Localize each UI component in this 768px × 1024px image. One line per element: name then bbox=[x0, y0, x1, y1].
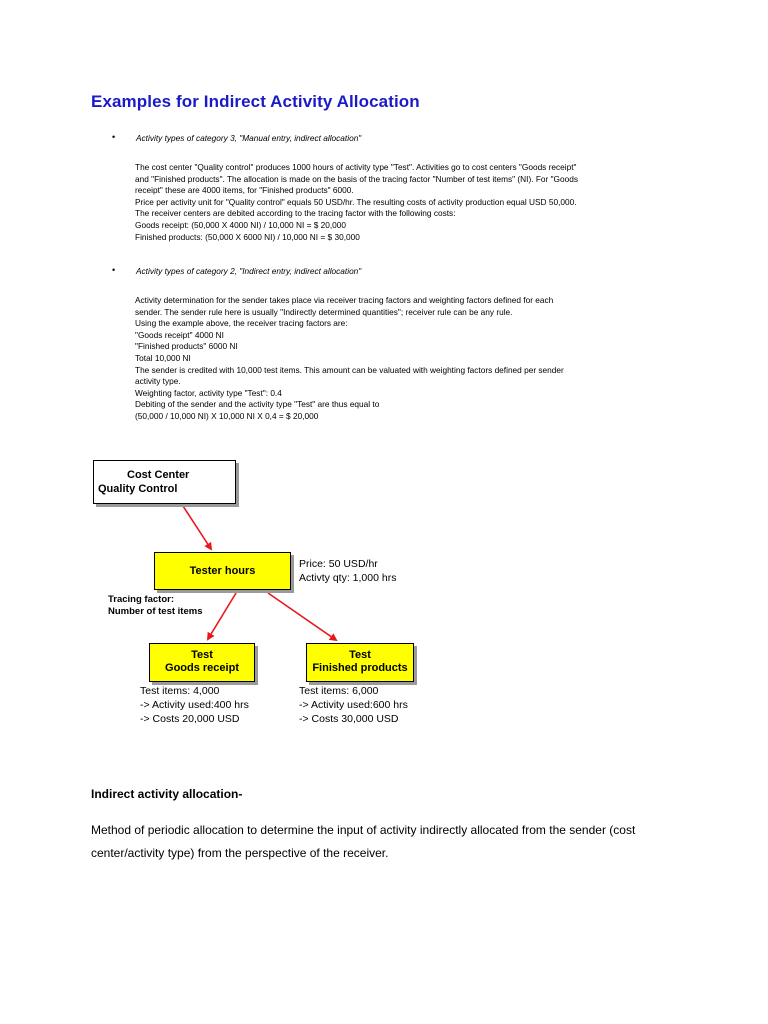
note-line: -> Activity used:600 hrs bbox=[299, 699, 408, 711]
paragraph-line: activity type. bbox=[135, 376, 181, 387]
note-line: -> Activity used:400 hrs bbox=[140, 699, 249, 711]
goods-receipt-line1: Test bbox=[191, 649, 213, 661]
paragraph-line: Using the example above, the receiver tracing factors are: bbox=[135, 318, 348, 329]
goods-receipt-line2: Goods receipt bbox=[165, 662, 239, 674]
paragraph-line: "Goods receipt" 4000 NI bbox=[135, 329, 224, 340]
paragraph-line: sender. The sender rule here is usually "Indirectly determined quantities"; receiver rule can be any rule. bbox=[135, 306, 513, 317]
paragraph-line: Weighting factor, activity type "Test": 0.4 bbox=[135, 387, 282, 398]
finished-products-box bbox=[306, 643, 414, 682]
paragraph-line: Price per activity unit for "Quality control" equals 50 USD/hr. The resulting costs of activity production equal USD 50,000. bbox=[135, 196, 577, 207]
paragraph-line: "Finished products" 6000 NI bbox=[135, 341, 238, 352]
paragraph-line: receipt" these are 4000 items, for "Finished products" 6000. bbox=[135, 185, 354, 196]
note-line: -> Costs 30,000 USD bbox=[299, 713, 399, 725]
paragraph-line: The receiver centers are debited according to the tracing factor with the following costs: bbox=[135, 208, 456, 219]
goods-receipt-box bbox=[149, 643, 255, 682]
finished-products-line2: Finished products bbox=[312, 662, 408, 674]
paragraph-line: Activity determination for the sender takes place via receiver tracing factors and weighting factors defined for each bbox=[135, 295, 554, 305]
tracing-factor-value: Number of test items bbox=[108, 606, 203, 617]
goods-receipt-notes bbox=[140, 684, 249, 726]
paragraph-line: (50,000 / 10,000 NI) X 10,000 NI X 0,4 = $ 20,000 bbox=[135, 410, 319, 421]
paragraph-line: and "Finished products". The allocation is made on the basis of the tracing factor "Number of test items" (NI). For "Goods bbox=[135, 173, 578, 184]
cost-center-label: Cost Center bbox=[127, 469, 190, 481]
note-line: -> Costs 20,000 USD bbox=[140, 713, 240, 725]
paragraph-line: Total 10,000 NI bbox=[135, 352, 191, 363]
tester-qty: Activty qty: 1,000 hrs bbox=[299, 572, 397, 584]
section-body: Method of periodic allocation to determine the input of activity indirectly allocated from the sender (cost center/activity type) from the perspective of the receiver. bbox=[91, 823, 636, 860]
cost-center-sublabel: Quality Control bbox=[98, 483, 178, 495]
tester-hours-label: Tester hours bbox=[189, 565, 256, 577]
arrow-cost-center-to-tester bbox=[183, 506, 211, 549]
bullet-heading: Activity types of category 3, "Manual entry, indirect allocation" bbox=[136, 133, 362, 143]
tester-notes bbox=[299, 557, 396, 585]
bullet-heading: Activity types of category 2, "Indirect entry, indirect allocation" bbox=[136, 266, 362, 276]
paragraph-line: Goods receipt: (50,000 X 4000 NI) / 10,000 NI = $ 20,000 bbox=[135, 219, 347, 230]
paragraph-line: The cost center "Quality control" produces 1000 hours of activity type "Test". Activities go to cost centers "Goods receipt" bbox=[135, 162, 577, 172]
tester-price: Price: 50 USD/hr bbox=[299, 558, 378, 570]
arrow-tester-to-goods-receipt bbox=[208, 593, 236, 639]
bullet-marker: • bbox=[112, 132, 116, 142]
paragraph-line: Debiting of the sender and the activity type "Test" are thus equal to bbox=[135, 399, 380, 410]
note-line: Test items: 4,000 bbox=[140, 685, 220, 697]
finished-products-notes bbox=[299, 684, 408, 726]
tracing-factor-label bbox=[108, 594, 203, 618]
cost-center-box bbox=[93, 460, 236, 504]
page-title: Examples for Indirect Activity Allocation bbox=[91, 92, 420, 111]
paragraph-line: The sender is credited with 10,000 test items. This amount can be valuated with weighting factors defined per sender bbox=[135, 364, 564, 375]
note-line: Test items: 6,000 bbox=[299, 685, 379, 697]
arrow-tester-to-finished-products bbox=[268, 593, 336, 640]
section-heading: Indirect activity allocation- bbox=[91, 787, 243, 801]
paragraph-line: Finished products: (50,000 X 6000 NI) / 10,000 NI = $ 30,000 bbox=[135, 231, 360, 242]
finished-products-line1: Test bbox=[349, 649, 371, 661]
bullet-marker: • bbox=[112, 265, 116, 275]
tracing-factor-title: Tracing factor: bbox=[108, 594, 174, 605]
tester-hours-box bbox=[154, 552, 291, 590]
